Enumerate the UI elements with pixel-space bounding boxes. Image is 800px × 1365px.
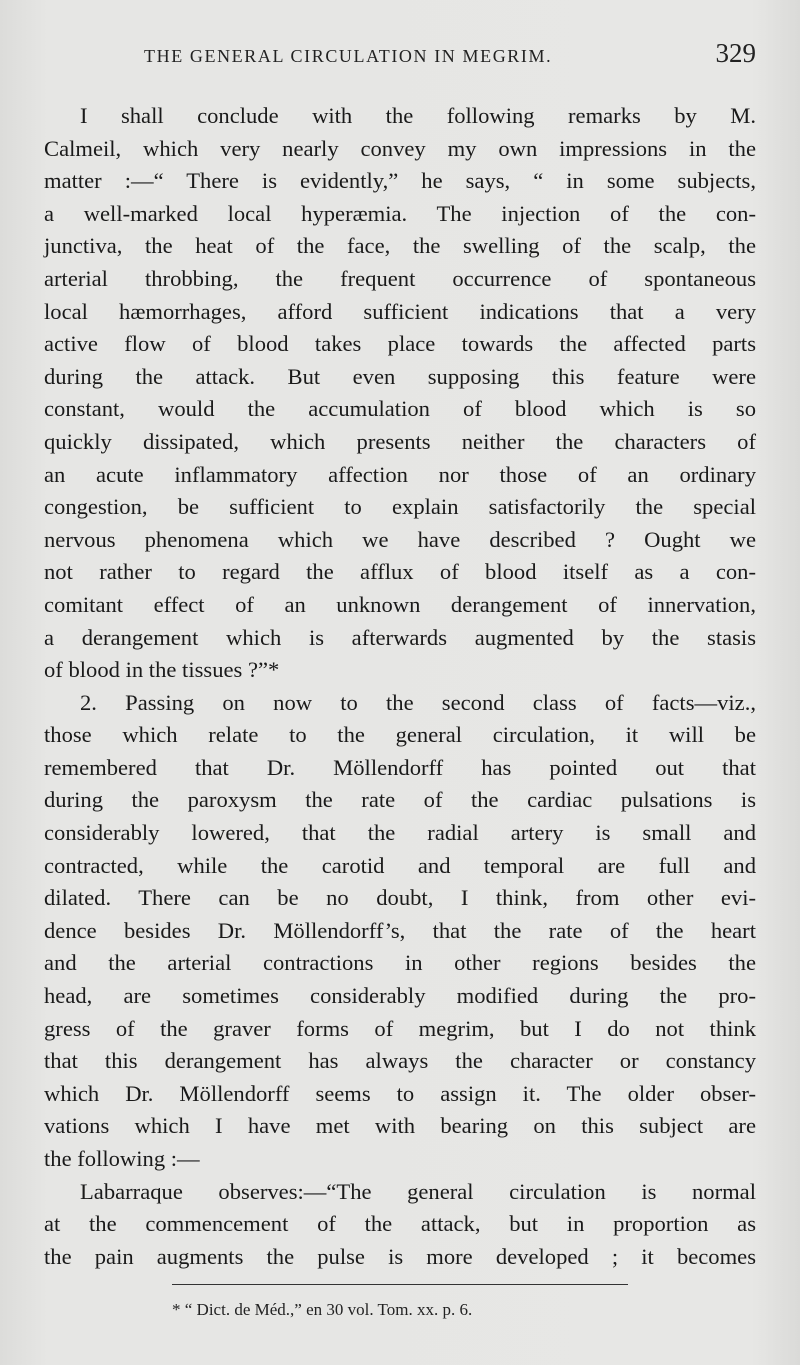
body-text [44, 100, 756, 1273]
text-line: gress of the graver forms of megrim, but I do not think [44, 1015, 756, 1041]
text-line: comitant effect of an unknown derangement of innervation, [44, 591, 756, 617]
text-line: I shall conclude with the following remarks by M. [80, 103, 756, 128]
text-line: nervous phenomena which we have described ? Ought we [44, 526, 756, 552]
text-line: at the commencement of the attack, but in proportion as [44, 1211, 756, 1237]
text-line: considerably lowered, that the radial artery is small and [44, 820, 756, 846]
page-number: 329 [715, 38, 756, 68]
text-line: local hæmorrhages, afford sufficient indications that a very [44, 298, 756, 324]
text-line: not rather to regard the afflux of blood itself as a con- [44, 559, 756, 585]
text-line: Calmeil, which very nearly convey my own impressions in the [44, 135, 756, 161]
running-title: THE GENERAL CIRCULATION IN MEGRIM. [144, 46, 553, 66]
text-line: arterial throbbing, the frequent occurrence of spontaneous [44, 265, 756, 291]
text-line: junctiva, the heat of the face, the swelling of the scalp, the [44, 233, 756, 259]
text-line: remembered that Dr. Möllendorff has pointed out that [44, 754, 756, 780]
text-line: the pain augments the pulse is more developed ; it becomes [44, 1243, 756, 1269]
text-line: which Dr. Möllendorff seems to assign it. The older obser- [44, 1080, 756, 1106]
text-line: an acute inflammatory affection nor those of an ordinary [44, 461, 756, 487]
text-line: that this derangement has always the character or constancy [44, 1048, 756, 1074]
text-line: those which relate to the general circulation, it will be [44, 722, 756, 748]
text-line: during the attack. But even supposing this feature were [44, 363, 756, 389]
text-line: 2. Passing on now to the second class of facts—viz., [80, 689, 756, 715]
text-line: matter :—“ There is evidently,” he says, “ in some subjects, [44, 168, 756, 194]
text-line: active flow of blood takes place towards the affected parts [44, 331, 756, 357]
text-line: during the paroxysm the rate of the cardiac pulsations is [44, 787, 756, 813]
text-line: a derangement which is afterwards augmented by the stasis [44, 624, 756, 650]
text-line: dence besides Dr. Möllendorff’s, that the rate of the heart [44, 917, 756, 943]
footnote-rule [172, 1284, 628, 1285]
text-line: congestion, be sufficient to explain satisfactorily the special [44, 494, 756, 520]
footnote: * “ Dict. de Méd.,” en 30 vol. Tom. xx. p. 6. [172, 1300, 473, 1319]
running-head [44, 38, 756, 78]
text-line: the following :— [44, 1146, 200, 1171]
text-line: contracted, while the carotid and temporal are full and [44, 852, 756, 878]
text-line: Labarraque observes:—“The general circulation is normal [80, 1178, 756, 1204]
text-line: dilated. There can be no doubt, I think, from other evi- [44, 885, 756, 911]
text-line: of blood in the tissues ?”* [44, 657, 280, 683]
text-line: constant, would the accumulation of blood which is so [44, 396, 756, 422]
text-line: a well-marked local hyperæmia. The injection of the con- [44, 200, 756, 226]
text-line: vations which I have met with bearing on this subject are [44, 1113, 756, 1139]
text-line: quickly dissipated, which presents neither the characters of [44, 428, 756, 454]
text-line: and the arterial contractions in other regions besides the [44, 950, 756, 976]
text-line: head, are sometimes considerably modified during the pro- [44, 983, 756, 1009]
